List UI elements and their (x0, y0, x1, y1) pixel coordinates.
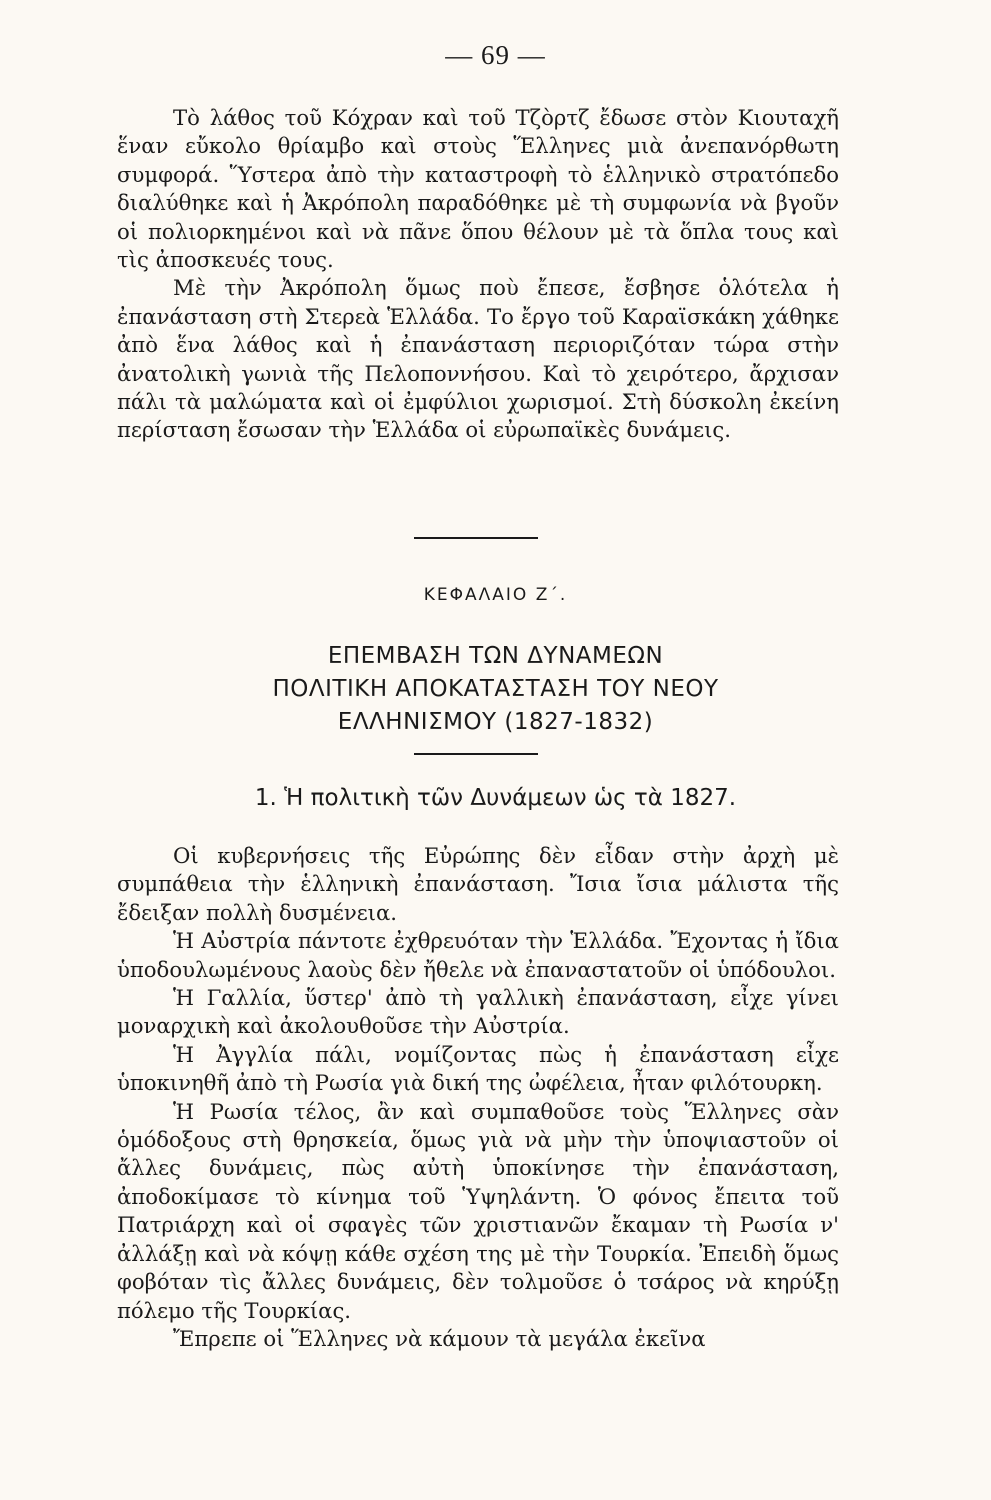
section-heading: 1. Ἡ πολιτικὴ τῶν Δυνάμεων ὡς τὰ 1827. (254, 785, 737, 811)
divider-bottom (414, 753, 538, 755)
chapter-title (0, 640, 991, 739)
chapter-title-line: ΕΛΛΗΝΙΣΜΟΥ (1827-1832) (337, 709, 654, 735)
paragraph: Οἱ κυβερνήσεις τῆς Εὐρώπης δὲν εἶδαν στὴν ἀρχὴ μὲ συμπάθεια τὴν ἑλληνικὴ ἐπανάσταση. Ἴσια ἴσια μάλιστα τῆς ἔδειξαν πολλὴ δυσμένεια. (117, 843, 839, 925)
paragraph: Τὸ λάθος τοῦ Κόχραν καὶ τοῦ Τζὸρτζ ἔδωσε στὸν Κιουταχῆ ἕναν εὔκολο θρίαμβο καὶ στοὺς Ἕλληνες μιὰ ἀνεπανόρθωτη συμφορά. Ὕστερα ἀπὸ τὴν καταστροφὴ τὸ ἑλληνικὸ στρατόπεδο διαλύθηκε καὶ ἡ Ἀκρόπολη παραδόθηκε μὲ τὴ συμφωνία νὰ βγοῦν οἱ πολιορκημένοι καὶ νὰ πᾶνε ὅπου θέλουν μὲ τὰ ὅπλα τους καὶ τὶς ἀποσκευές τους. (117, 105, 839, 273)
paragraph: Ἡ Αὐστρία πάντοτε ἐχθρευόταν τὴν Ἑλλάδα. Ἔχοντας ἡ ἴδια ὑποδουλωμένους λαοὺς δὲν ἤθελε νὰ ἐπαναστατοῦν οἱ ὑπόδουλοι. (117, 928, 839, 982)
paragraph: Μὲ τὴν Ἀκρόπολη ὅμως ποὺ ἔπεσε, ἔσβησε ὁλότελα ἡ ἐπανάσταση στὴ Στερεὰ Ἑλλάδα. Το ἔργο τοῦ Καραϊσκάκη χάθηκε ἀπὸ ἕνα λάθος καὶ ἡ ἐπανάσταση περιοριζόταν τώρα στὴν ἀνατολικὴ γωνιὰ τῆς Πελοποννήσου. Καὶ τὸ χειρότερο, ἄρχισαν πάλι τὰ μαλώματα καὶ οἱ ἐμφύλιοι χωρισμοί. Στὴ δύσκολη ἐκείνη περίσταση ἔσωσαν τὴν Ἑλλάδα οἱ εὐρωπαϊκὲς δυνάμεις. (117, 275, 839, 443)
intro-text (117, 104, 839, 445)
paragraph: Ἔπρεπε οἱ Ἕλληνες νὰ κάμουν τὰ μεγάλα ἐκεῖνα (173, 1325, 706, 1351)
page-number: — 69 — (445, 40, 546, 70)
paragraph: Ἡ Γαλλία, ὕστερ' ἀπὸ τὴ γαλλικὴ ἐπανάσταση, εἶχε γίνει μοναρχικὴ καὶ ἀκολουθοῦσε τὴν Αὐστρία. (117, 985, 839, 1039)
chapter-title-line: ΕΠΕΜΒΑΣΗ ΤΩΝ ΔΥΝΑΜΕΩΝ (327, 643, 664, 669)
paragraph: Ἡ Ἀγγλία πάλι, νομίζοντας πὼς ἡ ἐπανάσταση εἶχε ὑποκινηθῆ ἀπὸ τὴ Ρωσία γιὰ δική της ὠφέλεια, ἦταν φιλότουρκη. (117, 1041, 839, 1096)
section-text (117, 842, 839, 1353)
divider-top (414, 537, 538, 539)
paragraph: Ἡ Ρωσία τέλος, ἂν καὶ συμπαθοῦσε τοὺς Ἕλληνες σὰν ὁμόδοξους στὴ θρησκεία, ὅμως γιὰ νὰ μὴν τὴν ὑποψιαστοῦν οἱ ἄλλες δυνάμεις, πὼς αὐτὴ ὑποκίνησε τὴν ἐπανάσταση, ἀποδοκίμασε τὸ κίνημα τοῦ Ὑψηλάντη. Ὁ φόνος ἔπειτα τοῦ Πατριάρχη καὶ οἱ σφαγὲς τῶν χριστιανῶν ἔκαμαν τὴ Ρωσία ν' ἀλλάξῃ καὶ νὰ κόψῃ κάθε σχέση της μὲ τὴν Τουρκία. Ἐπειδὴ ὅμως φοβόταν τὶς ἄλλες δυνάμεις, δὲν τολμοῦσε ὁ τσάρος νὰ κηρύξῃ πόλεμο τῆς Τουρκίας. (117, 1098, 839, 1323)
chapter-label: ΚΕΦΑΛΑΙΟ Ζ΄. (423, 585, 568, 605)
chapter-title-line: ΠΟΛΙΤΙΚΗ ΑΠΟΚΑΤΑΣΤΑΣΗ ΤΟΥ ΝΕΟΥ (272, 676, 719, 702)
